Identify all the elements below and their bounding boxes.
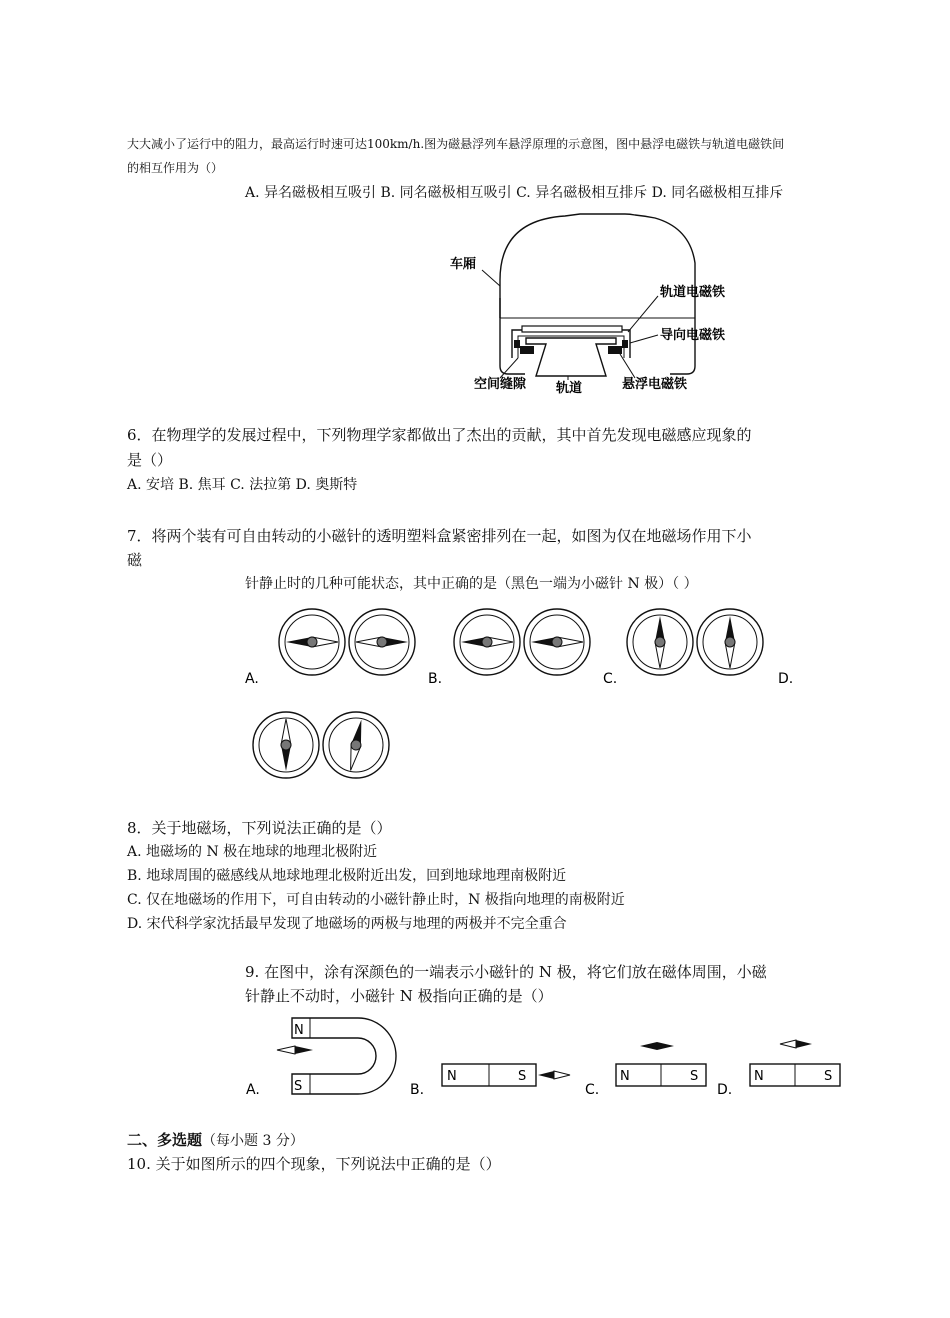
q6-stem-line2: 是（） bbox=[127, 451, 173, 469]
bar-c-pole-s: S bbox=[690, 1069, 699, 1084]
needle-d bbox=[780, 1040, 812, 1048]
bar-d-pole-n: N bbox=[754, 1069, 764, 1084]
q8-stem: 8．关于地磁场，下列说法正确的是（） bbox=[127, 819, 392, 837]
q7-label-c: C. bbox=[603, 671, 618, 687]
compass-c-left bbox=[627, 609, 693, 675]
q8-option-c: C. 仅在地磁场的作用下，可自由转动的小磁针静止时，N 极指向地理的南极附近 bbox=[127, 892, 625, 908]
q7-stem-line3: 针静止时的几种可能状态，其中正确的是（黑色一端为小磁针 N 极）（ ） bbox=[245, 576, 698, 592]
bar-d-pole-s: S bbox=[824, 1069, 833, 1084]
q8-option-d: D. 宋代科学家沈括最早发现了地磁场的两极与地理的两极并不完全重合 bbox=[127, 916, 567, 932]
q9-label-d: D. bbox=[717, 1082, 733, 1098]
compass-a-left bbox=[279, 609, 345, 675]
section-2-heading bbox=[127, 1128, 304, 1153]
q7-label-d: D. bbox=[778, 671, 794, 687]
q5-options: A. 异名磁极相互吸引 B. 同名磁极相互吸引 C. 异名磁极相互排斥 D. 同名磁极相互排斥 bbox=[245, 185, 784, 201]
q5-stem-line2: 的相互作用为（） bbox=[127, 161, 224, 175]
q7-stem-line1: 7．将两个装有可自由转动的小磁针的透明塑料盒紧密排列在一起，如图为仅在地磁场作用下小 bbox=[127, 527, 752, 545]
section-2-title: 二、多选题 bbox=[127, 1131, 203, 1149]
label-guide-magnet: 导向电磁铁 bbox=[660, 328, 726, 343]
q7-label-b: B. bbox=[428, 671, 443, 687]
label-track-magnet: 轨道电磁铁 bbox=[660, 285, 726, 300]
q9-label-c: C. bbox=[585, 1082, 600, 1098]
maglev-figure bbox=[440, 208, 760, 398]
bar-b-pole-n: N bbox=[447, 1069, 457, 1084]
label-levitation-magnet: 悬浮电磁铁 bbox=[622, 377, 688, 392]
bar-b-pole-s: S bbox=[518, 1069, 527, 1084]
compass-c-right bbox=[697, 609, 763, 675]
compass-b-left bbox=[454, 609, 520, 675]
needle-c bbox=[640, 1042, 674, 1050]
q7-compass-figure bbox=[240, 600, 800, 790]
q9-label-b: B. bbox=[410, 1082, 425, 1098]
q6-stem-line1: 6．在物理学的发展过程中，下列物理学家都做出了杰出的贡献，其中首先发现电磁感应现象的 bbox=[127, 426, 752, 444]
label-car: 车厢 bbox=[450, 257, 477, 272]
q9-stem-line2: 针静止不动时，小磁针 N 极指向正确的是（） bbox=[245, 987, 553, 1005]
q5-stem-line1: 大大减小了运行中的阻力，最高运行时速可达100km/h.图为磁悬浮列车悬浮原理的示意图，图中悬浮电磁铁与轨道电磁铁间 bbox=[127, 137, 785, 151]
compass-d-right bbox=[323, 712, 389, 778]
compass-a-right bbox=[349, 609, 415, 675]
compass-b-right bbox=[524, 609, 590, 675]
q9-stem-line1: 9. 在图中，涂有深颜色的一端表示小磁针的 N 极，将它们放在磁体周围，小磁 bbox=[245, 963, 767, 981]
needle-a bbox=[277, 1046, 313, 1054]
q6-options: A. 安培 B. 焦耳 C. 法拉第 D. 奥斯特 bbox=[127, 477, 358, 493]
q10-stem: 10. 关于如图所示的四个现象，下列说法中正确的是（） bbox=[127, 1155, 501, 1173]
horseshoe-magnet bbox=[292, 1018, 396, 1094]
needle-b bbox=[538, 1071, 570, 1079]
q8-option-b: B. 地球周围的磁感线从地球地理北极附近出发，回到地球地理南极附近 bbox=[127, 868, 567, 884]
q9-magnet-figure bbox=[240, 1012, 850, 1102]
horseshoe-pole-n: N bbox=[294, 1023, 304, 1038]
section-2-note: （每小题 3 分） bbox=[202, 1133, 304, 1149]
horseshoe-pole-s: S bbox=[294, 1079, 303, 1094]
label-track: 轨道 bbox=[556, 381, 583, 396]
q8-option-a: A. 地磁场的 N 极在地球的地理北极附近 bbox=[127, 844, 378, 860]
compass-d-left bbox=[253, 712, 319, 778]
q7-label-a: A. bbox=[245, 671, 259, 687]
q9-label-a: A. bbox=[246, 1082, 260, 1098]
q7-stem-line2: 磁 bbox=[127, 551, 143, 569]
label-gap: 空间缝隙 bbox=[474, 377, 527, 392]
bar-c-pole-n: N bbox=[620, 1069, 630, 1084]
